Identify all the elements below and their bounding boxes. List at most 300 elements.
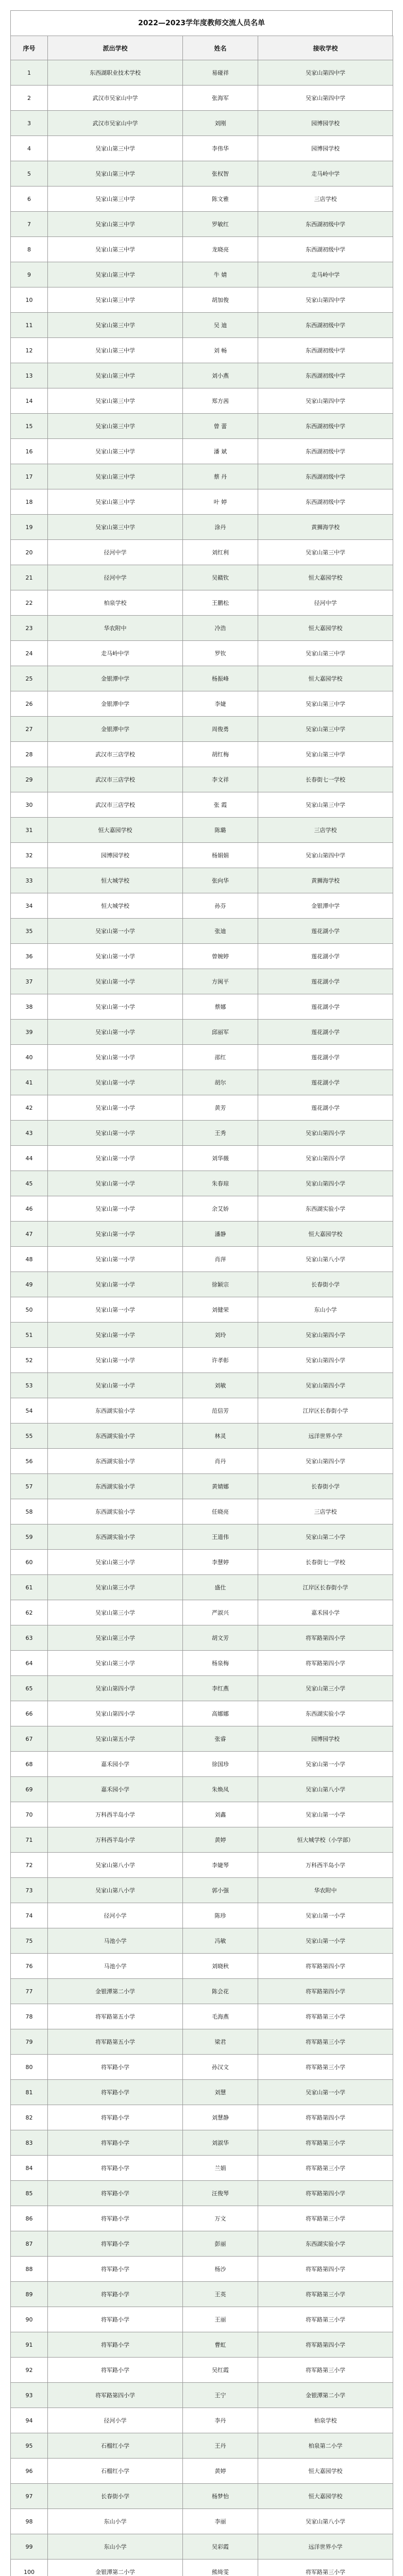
table-row	[11, 1272, 393, 1297]
table-row	[11, 2257, 393, 2282]
cell-origin-school: 吴家山第四小学	[48, 1701, 183, 1726]
table-row	[11, 1373, 393, 1398]
cell-name: 郭小强	[183, 1878, 258, 1903]
cell-origin-school: 将军路小学	[48, 2055, 183, 2080]
table-row	[11, 313, 393, 338]
table-row	[11, 2534, 393, 2560]
cell-name: 杨振峰	[183, 666, 258, 691]
table-row	[11, 2080, 393, 2105]
cell-name: 盛仕	[183, 1575, 258, 1600]
cell-destination-school: 将军路第四小学	[258, 1954, 393, 1979]
cell-destination-school: 园博园学校	[258, 136, 393, 161]
cell-origin-school: 金银潭第二小学	[48, 1979, 183, 2004]
cell-index: 23	[11, 616, 48, 641]
cell-destination-school: 金银潭第二小学	[258, 2383, 393, 2408]
cell-index: 12	[11, 338, 48, 363]
cell-origin-school: 径河小学	[48, 1903, 183, 1928]
table-row	[11, 1676, 393, 1701]
cell-index: 88	[11, 2257, 48, 2282]
cell-index: 75	[11, 1928, 48, 1954]
cell-index: 94	[11, 2408, 48, 2433]
cell-origin-school: 吴家山第三中学	[48, 136, 183, 161]
cell-name: 冷浩	[183, 616, 258, 641]
cell-name: 刘慧	[183, 2080, 258, 2105]
cell-destination-school: 将军路第四小学	[258, 2332, 393, 2358]
table-row	[11, 439, 393, 464]
cell-destination-school: 恒大嘉园学校	[258, 2484, 393, 2509]
cell-name: 吴赣钦	[183, 565, 258, 590]
cell-index: 74	[11, 1903, 48, 1928]
cell-destination-school: 将军路第四小学	[258, 1979, 393, 2004]
cell-index: 46	[11, 1196, 48, 1222]
cell-index: 100	[11, 2560, 48, 2576]
cell-name: 张 霞	[183, 792, 258, 818]
header-destination-school: 接收学校	[258, 36, 393, 60]
cell-index: 99	[11, 2534, 48, 2560]
cell-destination-school: 吴家山第四小学	[258, 1323, 393, 1348]
table-row	[11, 540, 393, 565]
cell-destination-school: 将军路第三小学	[258, 2358, 393, 2383]
cell-name: 李红燕	[183, 1676, 258, 1701]
table-row	[11, 2105, 393, 2130]
cell-index: 92	[11, 2358, 48, 2383]
cell-name: 方闽平	[183, 969, 258, 994]
cell-origin-school: 将军路小学	[48, 2156, 183, 2181]
table-row	[11, 969, 393, 994]
cell-index: 50	[11, 1297, 48, 1323]
cell-destination-school: 将军路第四小学	[258, 1651, 393, 1676]
cell-name: 王秀	[183, 1121, 258, 1146]
cell-destination-school: 吴家山第一小学	[258, 1928, 393, 1954]
cell-origin-school: 恒大城学校	[48, 893, 183, 919]
cell-origin-school: 吴家山第一小学	[48, 1373, 183, 1398]
header-row	[11, 36, 393, 60]
cell-name: 李丹	[183, 2408, 258, 2433]
cell-destination-school: 江岸区长春街小学	[258, 1575, 393, 1600]
cell-index: 65	[11, 1676, 48, 1701]
cell-name: 刘刚	[183, 111, 258, 136]
cell-destination-school: 长春街小学	[258, 1474, 393, 1499]
cell-index: 36	[11, 944, 48, 969]
cell-index: 38	[11, 994, 48, 1020]
cell-index: 64	[11, 1651, 48, 1676]
table-row	[11, 1070, 393, 1095]
cell-name: 刘华薇	[183, 1146, 258, 1171]
table-row	[11, 1045, 393, 1070]
table-row	[11, 1550, 393, 1575]
cell-index: 6	[11, 187, 48, 212]
cell-destination-school: 吴家山第三中学	[258, 691, 393, 717]
cell-destination-school: 恒大嘉园学校	[258, 1222, 393, 1247]
cell-name: 杨娟娟	[183, 843, 258, 868]
table-row	[11, 1928, 393, 1954]
cell-origin-school: 吴家山第四小学	[48, 1676, 183, 1701]
roster-document	[10, 10, 393, 2576]
cell-origin-school: 恒大嘉园学校	[48, 818, 183, 843]
cell-index: 95	[11, 2433, 48, 2459]
cell-index: 45	[11, 1171, 48, 1196]
table-row	[11, 1474, 393, 1499]
cell-index: 18	[11, 489, 48, 515]
cell-destination-school: 园博园学校	[258, 1726, 393, 1752]
cell-destination-school: 吴家山第四小学	[258, 1146, 393, 1171]
cell-destination-school: 三店学校	[258, 1499, 393, 1524]
cell-destination-school: 东西湖实验小学	[258, 1196, 393, 1222]
cell-name: 李婕琴	[183, 1853, 258, 1878]
table-row	[11, 1651, 393, 1676]
cell-name: 李慧婷	[183, 1550, 258, 1575]
cell-origin-school: 吴家山第三小学	[48, 1625, 183, 1651]
cell-index: 78	[11, 2004, 48, 2029]
table-row	[11, 2332, 393, 2358]
table-row	[11, 60, 393, 86]
cell-destination-school: 吴家山第一小学	[258, 1752, 393, 1777]
cell-origin-school: 吴家山第三中学	[48, 388, 183, 414]
cell-name: 王鹏松	[183, 590, 258, 616]
cell-origin-school: 将军路小学	[48, 2307, 183, 2332]
table-row	[11, 1802, 393, 1827]
table-row	[11, 414, 393, 439]
cell-name: 刘敏	[183, 1373, 258, 1398]
cell-destination-school: 黄狮海学校	[258, 868, 393, 893]
cell-destination-school: 东西湖实验小学	[258, 1701, 393, 1726]
cell-name: 许孝彰	[183, 1348, 258, 1373]
cell-name: 曾 蕾	[183, 414, 258, 439]
cell-destination-school: 将军路第三小学	[258, 2206, 393, 2231]
cell-name: 刘慧静	[183, 2105, 258, 2130]
cell-name: 刘晓秋	[183, 1954, 258, 1979]
cell-origin-school: 吴家山第一小学	[48, 1222, 183, 1247]
table-row	[11, 792, 393, 818]
cell-origin-school: 吴家山第三中学	[48, 313, 183, 338]
cell-index: 29	[11, 767, 48, 792]
cell-index: 70	[11, 1802, 48, 1827]
cell-name: 肖丹	[183, 1449, 258, 1474]
cell-origin-school: 径河中学	[48, 540, 183, 565]
cell-origin-school: 将军路小学	[48, 2206, 183, 2231]
table-row	[11, 363, 393, 388]
cell-origin-school: 将军路第五小学	[48, 2004, 183, 2029]
cell-index: 10	[11, 287, 48, 313]
table-row	[11, 2484, 393, 2509]
cell-destination-school: 吴家山第一小学	[258, 1802, 393, 1827]
cell-index: 21	[11, 565, 48, 590]
cell-origin-school: 吴家山第三中学	[48, 489, 183, 515]
table-row	[11, 666, 393, 691]
cell-index: 41	[11, 1070, 48, 1095]
table-row	[11, 388, 393, 414]
cell-destination-school: 走马岭中学	[258, 262, 393, 287]
cell-index: 27	[11, 717, 48, 742]
cell-origin-school: 吴家山第三中学	[48, 464, 183, 489]
cell-destination-school: 将军路第三小学	[258, 2004, 393, 2029]
table-row	[11, 1222, 393, 1247]
cell-index: 26	[11, 691, 48, 717]
cell-origin-school: 嘉禾园小学	[48, 1752, 183, 1777]
cell-origin-school: 金银潭中学	[48, 691, 183, 717]
cell-destination-school: 吴家山第八小学	[258, 1777, 393, 1802]
cell-index: 47	[11, 1222, 48, 1247]
table-row	[11, 338, 393, 363]
table-row	[11, 767, 393, 792]
cell-index: 55	[11, 1423, 48, 1449]
cell-name: 李婕	[183, 691, 258, 717]
cell-destination-school: 长春街七一学校	[258, 767, 393, 792]
cell-name: 任晓亮	[183, 1499, 258, 1524]
table-row	[11, 2358, 393, 2383]
cell-destination-school: 东西湖初级中学	[258, 363, 393, 388]
table-row	[11, 2231, 393, 2257]
cell-name: 孙芬	[183, 893, 258, 919]
table-row	[11, 136, 393, 161]
cell-origin-school: 吴家山第一小学	[48, 1020, 183, 1045]
table-row	[11, 2383, 393, 2408]
cell-destination-school: 柏泉学校	[258, 2408, 393, 2433]
cell-destination-school: 莲花湖小学	[258, 1045, 393, 1070]
cell-index: 35	[11, 919, 48, 944]
cell-name: 陈珍	[183, 1903, 258, 1928]
cell-index: 98	[11, 2509, 48, 2534]
table-row	[11, 1726, 393, 1752]
cell-origin-school: 吴家山第一小学	[48, 1070, 183, 1095]
cell-name: 朱焕凤	[183, 1777, 258, 1802]
cell-index: 5	[11, 161, 48, 187]
cell-origin-school: 将军路小学	[48, 2231, 183, 2257]
cell-index: 97	[11, 2484, 48, 2509]
cell-origin-school: 吴家山第一小学	[48, 1045, 183, 1070]
cell-index: 91	[11, 2332, 48, 2358]
cell-origin-school: 东西湖职业技术学校	[48, 60, 183, 86]
cell-index: 51	[11, 1323, 48, 1348]
cell-index: 89	[11, 2282, 48, 2307]
cell-index: 8	[11, 237, 48, 262]
table-row	[11, 944, 393, 969]
cell-origin-school: 将军路第五小学	[48, 2029, 183, 2055]
table-row	[11, 2459, 393, 2484]
cell-index: 31	[11, 818, 48, 843]
table-row	[11, 1853, 393, 1878]
cell-name: 梁君	[183, 2029, 258, 2055]
cell-destination-school: 东西湖初级中学	[258, 338, 393, 363]
table-row	[11, 565, 393, 590]
cell-name: 严淑兴	[183, 1600, 258, 1625]
table-row	[11, 2282, 393, 2307]
cell-origin-school: 将军路第四小学	[48, 2383, 183, 2408]
cell-origin-school: 吴家山第三小学	[48, 1575, 183, 1600]
cell-name: 朱春琼	[183, 1171, 258, 1196]
cell-index: 1	[11, 60, 48, 86]
cell-destination-school: 吴家山第四小学	[258, 1373, 393, 1398]
cell-index: 15	[11, 414, 48, 439]
table-row	[11, 994, 393, 1020]
cell-index: 84	[11, 2156, 48, 2181]
cell-index: 39	[11, 1020, 48, 1045]
cell-origin-school: 吴家山第三小学	[48, 1550, 183, 1575]
table-row	[11, 1777, 393, 1802]
cell-origin-school: 吴家山第一小学	[48, 944, 183, 969]
cell-destination-school: 华农附中	[258, 1878, 393, 1903]
table-row	[11, 1323, 393, 1348]
cell-origin-school: 万科西半岛小学	[48, 1802, 183, 1827]
table-row	[11, 2408, 393, 2433]
cell-name: 李伟华	[183, 136, 258, 161]
cell-name: 陈璐	[183, 818, 258, 843]
cell-origin-school: 园博园学校	[48, 843, 183, 868]
header-name: 姓名	[183, 36, 258, 60]
table-row	[11, 691, 393, 717]
cell-origin-school: 万科西半岛小学	[48, 1827, 183, 1853]
cell-name: 徐国珍	[183, 1752, 258, 1777]
cell-name: 胡红梅	[183, 742, 258, 767]
cell-origin-school: 长春街小学	[48, 2484, 183, 2509]
cell-origin-school: 走马岭中学	[48, 641, 183, 666]
table-row	[11, 1146, 393, 1171]
cell-destination-school: 将军路第三小学	[258, 2307, 393, 2332]
cell-origin-school: 吴家山第三中学	[48, 161, 183, 187]
cell-origin-school: 吴家山第一小学	[48, 1323, 183, 1348]
cell-name: 张海军	[183, 86, 258, 111]
cell-origin-school: 吴家山第三中学	[48, 187, 183, 212]
cell-destination-school: 长春街小学	[258, 1272, 393, 1297]
cell-destination-school: 吴家山第八小学	[258, 1247, 393, 1272]
cell-name: 刘健荣	[183, 1297, 258, 1323]
cell-origin-school: 吴家山第三中学	[48, 363, 183, 388]
cell-destination-school: 吴家山第四中学	[258, 388, 393, 414]
cell-name: 蔡 丹	[183, 464, 258, 489]
cell-index: 40	[11, 1045, 48, 1070]
cell-destination-school: 吴家山第一小学	[258, 1903, 393, 1928]
table-row	[11, 1297, 393, 1323]
cell-name: 吴 迪	[183, 313, 258, 338]
cell-index: 61	[11, 1575, 48, 1600]
cell-index: 72	[11, 1853, 48, 1878]
cell-destination-school: 莲花湖小学	[258, 969, 393, 994]
cell-origin-school: 吴家山第一小学	[48, 1348, 183, 1373]
cell-index: 93	[11, 2383, 48, 2408]
cell-name: 胡文芳	[183, 1625, 258, 1651]
table-row	[11, 843, 393, 868]
cell-name: 范信芳	[183, 1398, 258, 1423]
cell-origin-school: 吴家山第一小学	[48, 1146, 183, 1171]
cell-index: 59	[11, 1524, 48, 1550]
table-row	[11, 2307, 393, 2332]
cell-destination-school: 东西湖初级中学	[258, 439, 393, 464]
cell-origin-school: 吴家山第一小学	[48, 994, 183, 1020]
cell-index: 68	[11, 1752, 48, 1777]
cell-origin-school: 吴家山第三中学	[48, 262, 183, 287]
table-row	[11, 1625, 393, 1651]
cell-name: 杨梦怡	[183, 2484, 258, 2509]
cell-destination-school: 柏泉第二小学	[258, 2433, 393, 2459]
cell-destination-school: 径河中学	[258, 590, 393, 616]
cell-name: 周俊勇	[183, 717, 258, 742]
cell-destination-school: 莲花湖小学	[258, 1070, 393, 1095]
cell-index: 87	[11, 2231, 48, 2257]
cell-origin-school: 吴家山第一小学	[48, 919, 183, 944]
cell-name: 涂丹	[183, 515, 258, 540]
table-row	[11, 1449, 393, 1474]
cell-name: 刘玲	[183, 1323, 258, 1348]
cell-index: 25	[11, 666, 48, 691]
cell-origin-school: 将军路小学	[48, 2181, 183, 2206]
cell-name: 万文	[183, 2206, 258, 2231]
cell-name: 曾婉婷	[183, 944, 258, 969]
cell-destination-school: 三店学校	[258, 818, 393, 843]
cell-destination-school: 恒大城学校（小学部）	[258, 1827, 393, 1853]
cell-origin-school: 金银潭中学	[48, 717, 183, 742]
cell-origin-school: 吴家山第一小学	[48, 969, 183, 994]
cell-origin-school: 石榴红小学	[48, 2433, 183, 2459]
cell-name: 邱丽军	[183, 1020, 258, 1045]
table-row	[11, 818, 393, 843]
cell-name: 高娜娜	[183, 1701, 258, 1726]
cell-name: 蔡娜	[183, 994, 258, 1020]
cell-origin-school: 吴家山第三中学	[48, 338, 183, 363]
cell-destination-school: 莲花湖小学	[258, 994, 393, 1020]
cell-index: 7	[11, 212, 48, 237]
cell-name: 张权智	[183, 161, 258, 187]
header-index: 序号	[11, 36, 48, 60]
cell-index: 16	[11, 439, 48, 464]
cell-destination-school: 吴家山第四小学	[258, 1449, 393, 1474]
roster-body	[11, 60, 393, 2576]
cell-index: 79	[11, 2029, 48, 2055]
table-row	[11, 2055, 393, 2080]
cell-origin-school: 吴家山第三中学	[48, 439, 183, 464]
cell-origin-school: 吴家山第一小学	[48, 1196, 183, 1222]
cell-index: 11	[11, 313, 48, 338]
cell-destination-school: 三店学校	[258, 187, 393, 212]
cell-index: 14	[11, 388, 48, 414]
table-row	[11, 868, 393, 893]
cell-origin-school: 武汉市三店学校	[48, 742, 183, 767]
cell-name: 潘静	[183, 1222, 258, 1247]
cell-name: 黄婷	[183, 1827, 258, 1853]
cell-destination-school: 园博园学校	[258, 111, 393, 136]
cell-index: 54	[11, 1398, 48, 1423]
cell-origin-school: 吴家山第八小学	[48, 1853, 183, 1878]
cell-index: 28	[11, 742, 48, 767]
cell-index: 19	[11, 515, 48, 540]
table-row	[11, 1752, 393, 1777]
cell-name: 汪俊琴	[183, 2181, 258, 2206]
table-row	[11, 1095, 393, 1121]
cell-origin-school: 将军路小学	[48, 2332, 183, 2358]
cell-index: 77	[11, 1979, 48, 2004]
cell-name: 熊绮雯	[183, 2560, 258, 2576]
cell-name: 王道伟	[183, 1524, 258, 1550]
cell-origin-school: 马池小学	[48, 1954, 183, 1979]
cell-name: 牛 婧	[183, 262, 258, 287]
cell-name: 罗敏红	[183, 212, 258, 237]
cell-origin-school: 武汉市吴家山中学	[48, 86, 183, 111]
cell-origin-school: 吴家山第三中学	[48, 414, 183, 439]
cell-origin-school: 东西湖实验小学	[48, 1398, 183, 1423]
cell-origin-school: 金银潭第二小学	[48, 2560, 183, 2576]
cell-origin-school: 将军路小学	[48, 2080, 183, 2105]
cell-index: 30	[11, 792, 48, 818]
cell-destination-school: 吴家山第三中学	[258, 792, 393, 818]
cell-index: 71	[11, 1827, 48, 1853]
cell-origin-school: 吴家山第一小学	[48, 1095, 183, 1121]
cell-name: 王宁	[183, 2383, 258, 2408]
cell-name: 冯敏	[183, 1928, 258, 1954]
cell-index: 86	[11, 2206, 48, 2231]
cell-destination-school: 吴家山第四小学	[258, 1348, 393, 1373]
table-row	[11, 893, 393, 919]
cell-destination-school: 将军路第三小学	[258, 2156, 393, 2181]
cell-index: 76	[11, 1954, 48, 1979]
